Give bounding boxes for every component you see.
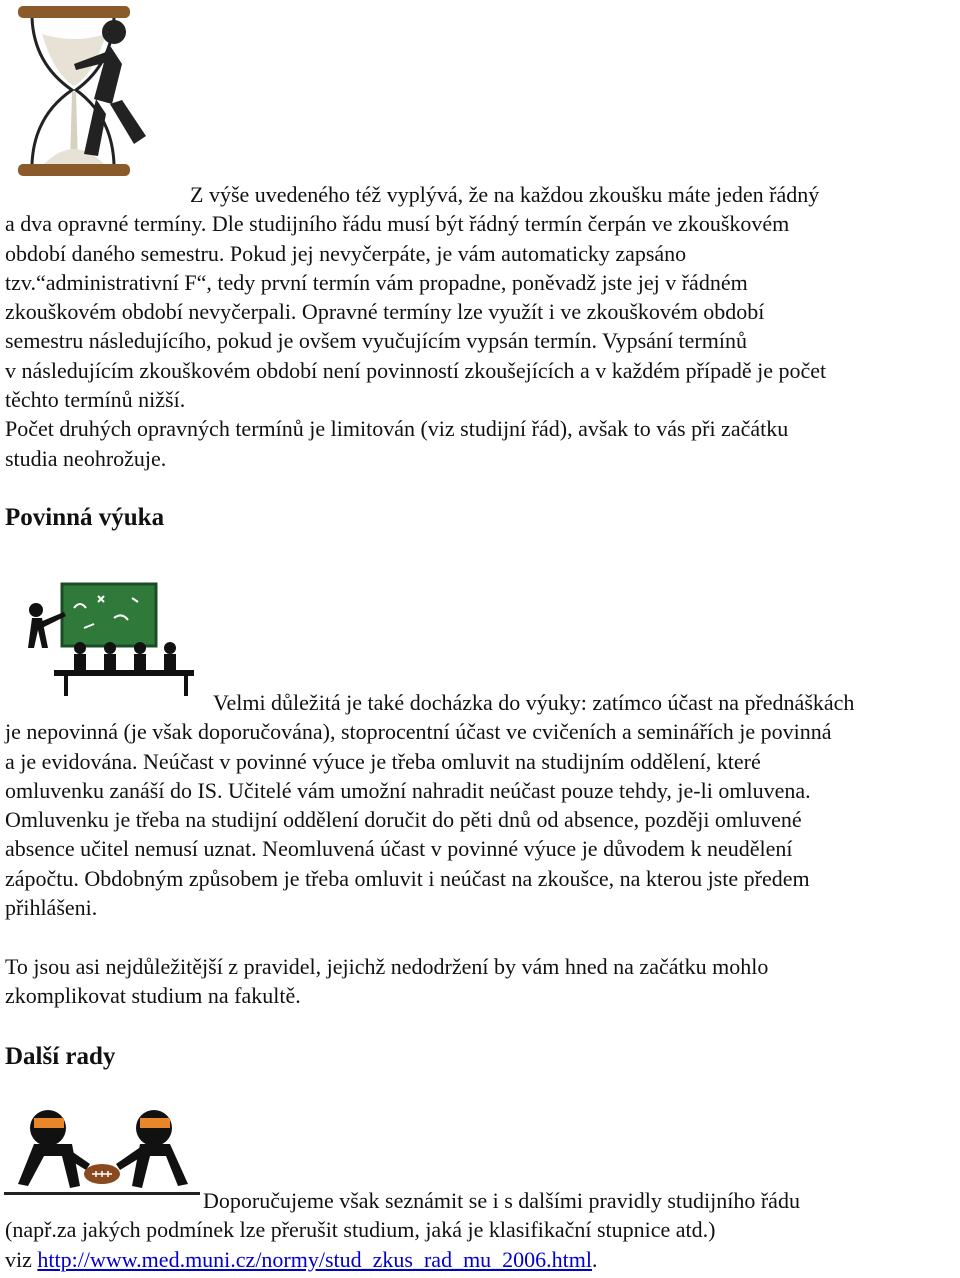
text-line: semestru následujícího, pokud je ovšem vyučujícím vypsán termín. Vypsání termínů: [5, 328, 747, 354]
text-line: Doporučujeme však seznámit se i s dalšími pravidly studijního řádu: [203, 1188, 800, 1213]
heading-dalsi-rady: Další rady: [5, 1043, 116, 1070]
text-line: v následujícím zkouškovém období není povinností zkoušejících a v každém případě je počet: [5, 357, 827, 383]
link-prefix: viz: [5, 1246, 38, 1272]
text-line: zápočtu. Obdobným způsobem je třeba omluvit i neúčast na zkoušce, na kterou jste předem: [5, 865, 810, 891]
text-line: Z výše uvedeného též vyplývá, že na každou zkoušku máte jeden řádný: [190, 182, 820, 207]
text-line: přihlášeni.: [5, 895, 98, 921]
attendance-paragraph: [5, 688, 957, 1010]
text-line-with-link: [5, 1245, 957, 1274]
exam-terms-paragraph: [5, 180, 957, 473]
link-suffix: .: [592, 1246, 598, 1272]
text-line: (např.za jakých podmínek lze přerušit studium, jaká je klasifikační stupnice atd.): [5, 1217, 716, 1243]
text-line: Omluvenku je třeba na studijní oddělení doručit do pěti dnů od absence, později omluvené: [5, 807, 802, 833]
text-line: Velmi důležitá je také docházka do výuky: zatímco účast na přednáškách: [213, 690, 855, 715]
text-line: tzv.“administrativní F“, tedy první termín vám propadne, poněvadž jste jej v řádném: [5, 269, 748, 295]
text-line: studia neohrožuje.: [5, 445, 167, 471]
text-line: To jsou asi nejdůležitější z pravidel, jejichž nedodržení by vám hned na začátku mohlo: [5, 953, 769, 979]
text-line: je nepovinná (je však doporučována), stoprocentní účast ve cvičeních a seminářích je povinná: [5, 719, 832, 745]
blank-line: [5, 922, 957, 951]
text-line: omluvenku zanáší do IS. Učitelé vám umožní nahradit neúčast pouze tehdy, je-li omluvena.: [5, 777, 811, 803]
text-line: a dva opravné termíny. Dle studijního řádu musí být řádný termín čerpán ve zkouškovém: [5, 211, 790, 237]
text-line: období daného semestru. Pokud jej nevyčerpáte, je vám automaticky zapsáno: [5, 240, 687, 266]
study-rules-link[interactable]: http://www.med.muni.cz/normy/stud_zkus_rad_mu_2006.html: [37, 1246, 593, 1272]
text-line: absence učitel nemusí uznat. Neomluvená účast v povinné výuce je důvodem k neudělení: [5, 836, 793, 862]
further-advice-paragraph: [5, 1186, 957, 1274]
heading-povinna-vyuka: Povinná výuka: [5, 504, 165, 531]
classroom-blackboard-icon: [14, 578, 196, 700]
text-line: a je evidována. Neúčast v povinné výuce je třeba omluvit na studijním oddělení, které: [5, 748, 761, 774]
text-line: Počet druhých opravných termínů je limitován (viz studijní řád), avšak to vás při začátku: [5, 416, 789, 442]
text-line: zkomplikovat studium na fakultě.: [5, 982, 301, 1008]
hourglass-man-icon: [14, 4, 154, 180]
text-line: zkouškovém období nevyčerpali. Opravné termíny lze využít i ve zkouškovém období: [5, 299, 765, 325]
text-line: těchto termínů nižší.: [5, 387, 186, 413]
